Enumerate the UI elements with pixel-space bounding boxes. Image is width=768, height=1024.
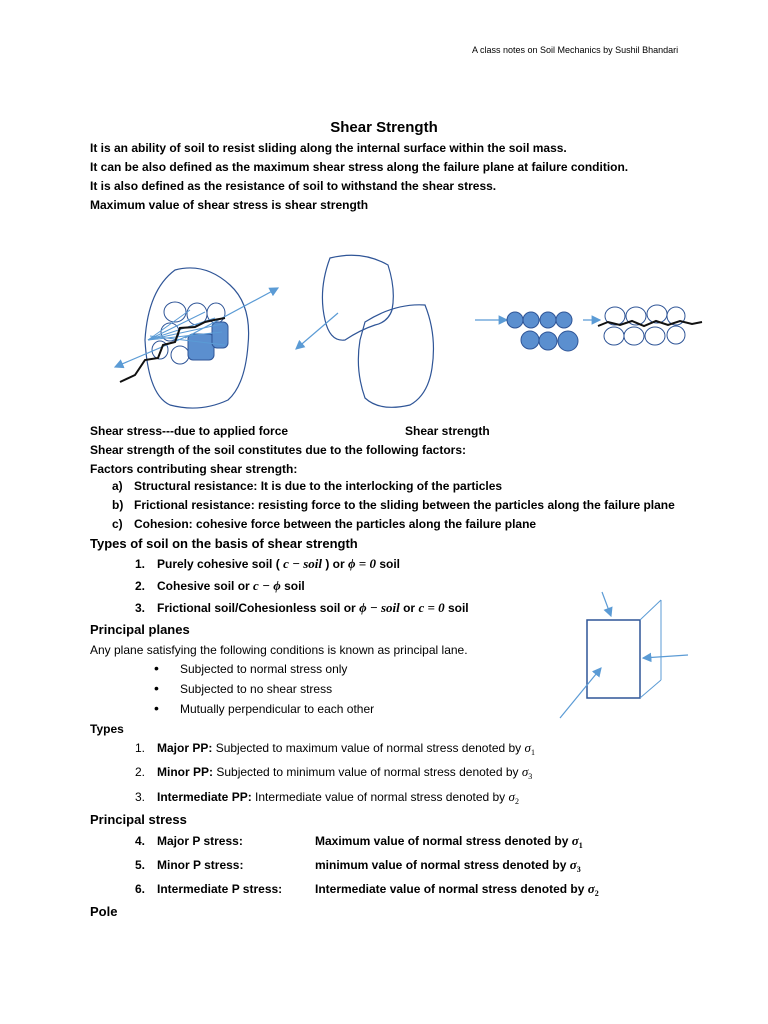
condition-bullet: • Mutually perpendicular to each other <box>154 700 375 716</box>
soil-types-heading: Types of soil on the basis of shear strength <box>90 536 358 551</box>
force-arrow <box>643 655 688 658</box>
sigma-symbol: $\sigma_1$ <box>571 833 583 850</box>
particle <box>645 327 665 345</box>
page-header: A class notes on Soil Mechanics by Sushil Bhandari <box>472 45 679 55</box>
list-text: Intermediate value of normal stress denoted by <box>255 790 506 804</box>
list-text: Subjected to no shear stress <box>180 682 333 696</box>
list-text: soil <box>379 557 400 571</box>
list-label: Intermediate P stress: <box>157 882 283 896</box>
particle-filled <box>507 312 523 328</box>
stress-item <box>135 881 599 898</box>
condition-bullet: • Subjected to normal stress only <box>154 660 348 676</box>
math-expr: ϕ = 0 <box>348 556 376 571</box>
principal-planes-intro: Any plane satisfying the following conditions is known as principal lane. <box>90 643 468 657</box>
particle-filled <box>521 331 539 349</box>
list-label: Minor PP: <box>157 765 213 779</box>
list-label: Minor P stress: <box>157 858 244 872</box>
intro-line-3: It is also defined as the resistance of soil to withstand the shear stress. <box>90 179 497 193</box>
particle-filled <box>540 312 556 328</box>
math-expr: c − ϕ <box>253 578 281 593</box>
math-expr: c = 0 <box>418 600 445 615</box>
caption-shear-stress: Shear stress---due to applied force <box>90 424 289 438</box>
stress-item <box>135 833 583 850</box>
list-marker: 3. <box>135 601 146 615</box>
list-text: Structural resistance: It is due to the interlocking of the particles <box>134 479 503 493</box>
list-text: or <box>403 601 416 615</box>
plane-edge <box>640 680 661 698</box>
list-text: ) or <box>325 557 345 571</box>
condition-bullet: • Subjected to no shear stress <box>154 680 333 696</box>
list-marker: a) <box>112 479 123 493</box>
type-item <box>135 764 532 781</box>
particle-filled <box>558 331 578 351</box>
sigma-symbol: $\sigma_3$ <box>569 857 581 874</box>
sigma-symbol: $\sigma_2$ <box>587 881 599 898</box>
list-text: Frictional soil/Cohesionless soil or <box>157 601 356 615</box>
list-text: Purely cohesive soil ( <box>157 557 280 571</box>
plane-edge <box>640 600 661 620</box>
list-marker: 5. <box>135 858 146 872</box>
factor-item <box>112 517 536 531</box>
list-text: Mutually perpendicular to each other <box>180 702 375 716</box>
list-marker: b) <box>112 498 124 512</box>
list-marker: 4. <box>135 834 146 848</box>
particle <box>604 327 624 345</box>
caption-shear-strength: Shear strength <box>405 424 490 438</box>
intro-line-2: It can be also defined as the maximum shear stress along the failure plane at failure condition. <box>90 160 629 174</box>
list-text: soil <box>447 601 469 615</box>
list-label: Major PP: <box>157 741 213 755</box>
list-text: Cohesion: cohesive force between the particles along the failure plane <box>134 517 537 531</box>
factor-item <box>112 479 502 493</box>
list-text: Intermediate value of normal stress denoted by <box>315 882 585 896</box>
sigma-symbol: $\sigma_3$ <box>521 764 533 781</box>
types-heading: Types <box>90 722 124 736</box>
soil-type-item <box>135 578 305 594</box>
list-text: soil <box>284 579 305 593</box>
principal-stress-heading: Principal stress <box>90 812 187 827</box>
particle-filled <box>188 334 214 360</box>
principal-plane-box <box>587 620 640 698</box>
list-label: Major P stress: <box>157 834 243 848</box>
list-text: Subjected to minimum value of normal stress denoted by <box>216 765 519 779</box>
list-marker: 1. <box>135 741 146 755</box>
factor-item <box>112 498 675 512</box>
intro-line-1: It is an ability of soil to resist sliding along the internal surface within the soil mass. <box>90 141 567 155</box>
sigma-symbol: $\sigma_2$ <box>508 789 519 806</box>
force-arrow <box>560 668 601 718</box>
list-text: minimum value of normal stress denoted by <box>315 858 567 872</box>
page-title: Shear Strength <box>330 119 438 136</box>
list-marker: 1. <box>135 557 146 571</box>
constitutes-line: Shear strength of the soil constitutes due to the following factors: <box>90 443 467 457</box>
particle <box>164 302 186 322</box>
list-marker: c) <box>112 517 123 531</box>
intro-line-4: Maximum value of shear stress is shear strength <box>90 198 369 212</box>
lower-block <box>358 305 433 408</box>
force-arrow <box>296 313 338 349</box>
force-arrow <box>602 592 611 616</box>
list-text: Subjected to maximum value of normal stress denoted by <box>215 741 522 755</box>
list-label: Intermediate PP: <box>157 790 252 804</box>
soil-type-item <box>135 556 400 572</box>
soil-type-item <box>135 600 469 616</box>
list-text: Frictional resistance: resisting force to the sliding between the particles along the failure plane <box>134 498 675 512</box>
particle-filled <box>523 312 539 328</box>
force-arrow <box>185 288 278 338</box>
factors-heading: Factors contributing shear strength: <box>90 462 298 476</box>
particle <box>667 326 685 344</box>
type-item <box>135 789 519 806</box>
pole-heading: Pole <box>90 904 118 919</box>
list-text: Cohesive soil or <box>157 579 250 593</box>
upper-block <box>322 255 393 340</box>
stress-item <box>135 857 581 874</box>
particle <box>171 346 189 364</box>
particle-filled <box>556 312 572 328</box>
math-expr: ϕ − soil <box>359 600 400 615</box>
type-item <box>135 740 535 757</box>
math-expr: c − soil <box>283 556 322 571</box>
list-text: Maximum value of normal stress denoted by <box>315 834 569 848</box>
list-marker: 2. <box>135 579 146 593</box>
list-marker: 2. <box>135 765 146 779</box>
particle-filled <box>539 332 557 350</box>
sigma-symbol: $\sigma_1$ <box>524 740 535 757</box>
principal-planes-heading: Principal planes <box>90 622 190 637</box>
particle <box>624 327 644 345</box>
list-marker: 6. <box>135 882 146 896</box>
list-marker: 3. <box>135 790 146 804</box>
list-text: Subjected to normal stress only <box>180 662 348 676</box>
